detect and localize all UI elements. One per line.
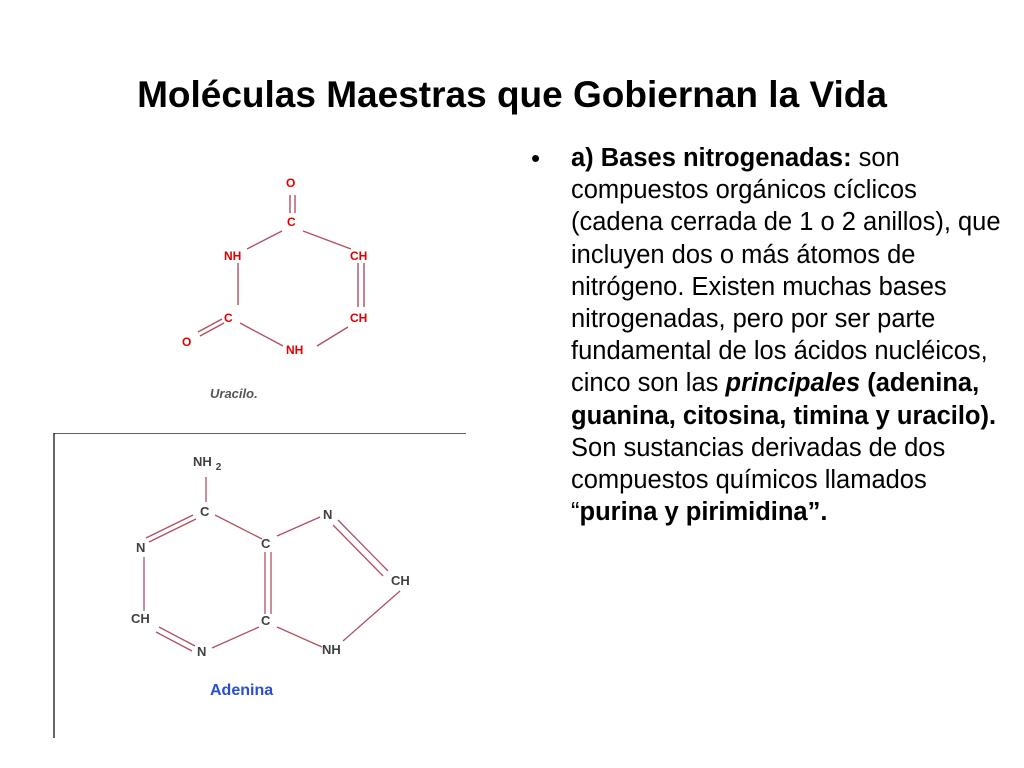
adenine-atom-n3: N bbox=[197, 644, 207, 659]
adenine-atom-ch2: CH bbox=[131, 611, 150, 626]
adenine-nh2-sub: 2 bbox=[215, 462, 222, 473]
bullet-text-2: Son sustancias derivadas de dos compuestos químicos llamados “ bbox=[571, 433, 946, 527]
uracil-atom-ch-bottom: CH bbox=[350, 311, 368, 325]
adenine-atom-c5: C bbox=[261, 536, 271, 551]
adenine-atom-n1: N bbox=[136, 540, 146, 555]
adenine-structure bbox=[52, 433, 466, 738]
uracil-atom-o-top: O bbox=[286, 176, 296, 190]
uracil-atom-ch-top: CH bbox=[350, 249, 368, 263]
adenine-nh2-n: NH bbox=[193, 454, 212, 469]
uracil-caption: Uracilo. bbox=[210, 386, 258, 401]
bullet-text-1: son compuestos orgánicos cíclicos (cadena cerrada de 1 o 2 anillos), que incluyen dos o más átomos de nitrógeno. Existen muchas bases nitrogenadas, pero por ser parte fundamental de los ácidos nucléicos, cinco son las bbox=[571, 144, 1001, 398]
page-title: Moléculas Maestras que Gobiernan la Vida bbox=[137, 74, 887, 115]
uracil-atom-c-top: C bbox=[287, 215, 296, 229]
bullet-marker: • bbox=[531, 143, 541, 173]
bullet-base-list: (adenina, guanina, citosina, timina y uracilo). bbox=[571, 369, 997, 430]
bullet-purina: purina y pirimidina bbox=[579, 498, 808, 527]
uracil-structure bbox=[160, 165, 400, 410]
uracil-atom-c-left: C bbox=[224, 311, 233, 325]
adenine-caption: Adenina bbox=[210, 682, 274, 699]
bullet-emphasis: principales bbox=[725, 369, 861, 398]
adenine-atom-c4: C bbox=[261, 613, 271, 628]
uracil-atom-o-left: O bbox=[182, 335, 192, 349]
adenine-atom-nh2 bbox=[193, 454, 222, 473]
uracil-atom-nh-bottom: NH bbox=[286, 343, 304, 357]
bullet-closing: ”. bbox=[807, 498, 828, 527]
adenine-atom-n7: N bbox=[323, 507, 333, 522]
bullet-text bbox=[571, 142, 1003, 528]
adenine-atom-nh9: NH bbox=[322, 642, 341, 657]
adenine-atom-c6: C bbox=[200, 504, 210, 519]
uracil-atom-nh-left: NH bbox=[224, 249, 242, 263]
adenine-atom-ch8: CH bbox=[391, 573, 410, 588]
bullet-heading: a) Bases nitrogenadas: bbox=[571, 144, 852, 172]
